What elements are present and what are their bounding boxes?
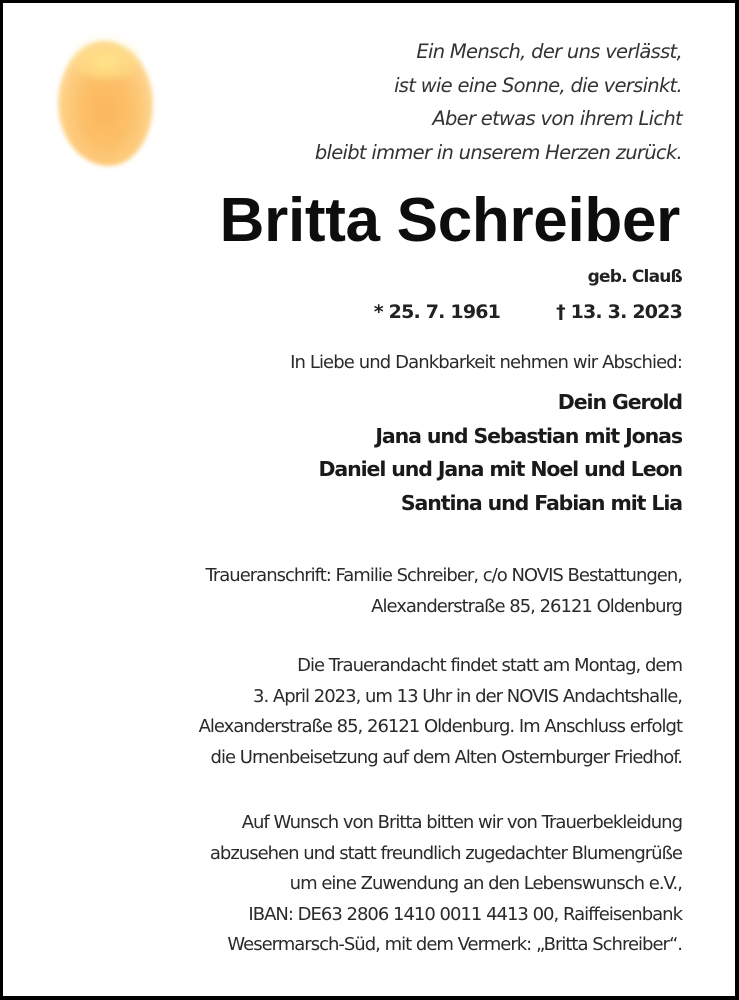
service-line: 3. April 2023, um 13 Uhr in der NOVIS Andachtshalle, [253, 685, 682, 707]
quote-line: Aber etwas von ihrem Licht [432, 107, 682, 130]
birth-date: * 25. 7. 1961 [373, 301, 501, 323]
address-line: Traueranschrift: Familie Schreiber, c/o NOVIS Bestattungen, [205, 565, 682, 586]
death-date: † 13. 3. 2023 [556, 301, 682, 323]
obituary-notice [3, 3, 735, 996]
deceased-name: Britta Schreiber [219, 186, 680, 255]
donation-line: Wesermarsch-Süd, mit dem Vermerk: „Britta Schreiber“. [227, 934, 682, 955]
memorial-quote [315, 35, 682, 169]
family-member: Dein Gerold [557, 390, 682, 414]
donation-line: Auf Wunsch von Britta bitten wir von Trauerbekleidung [241, 812, 682, 833]
family-list [318, 386, 682, 520]
family-member: Daniel und Jana mit Noel und Leon [318, 457, 682, 481]
quote-line: ist wie eine Sonne, die versinkt. [394, 73, 682, 97]
donation-line: abzusehen und statt freundlich zugedachter Blumengrüße [209, 842, 682, 864]
service-line: die Urnenbeisetzung auf dem Alten Osternburger Friedhof. [210, 746, 682, 768]
address-line: Alexanderstraße 85, 26121 Oldenburg [371, 595, 682, 617]
farewell-intro: In Liebe und Dankbarkeit nehmen wir Abschied: [290, 352, 682, 373]
donation-request [210, 808, 682, 961]
life-dates [374, 298, 682, 326]
family-member: Jana und Sebastian mit Jonas [375, 423, 682, 448]
mourning-address [206, 561, 683, 622]
quote-line: Ein Mensch, der uns verlässt, [416, 40, 682, 63]
sun-watercolor-icon [58, 41, 153, 166]
maiden-name: geb. Clauß [587, 267, 682, 287]
service-line: Alexanderstraße 85, 26121 Oldenburg. Im Anschluss erfolgt [198, 716, 682, 737]
service-info [199, 651, 682, 773]
service-line: Die Trauerandacht findet statt am Montag, dem [297, 655, 682, 676]
quote-line: bleibt immer in unserem Herzen zurück. [314, 140, 682, 164]
donation-line: um eine Zuwendung an den Lebenswunsch e.V., [289, 873, 682, 894]
donation-iban-line: IBAN: DE63 2806 1410 0011 4413 00, Raiffeisenbank [248, 903, 682, 925]
family-member: Santina und Fabian mit Lia [400, 490, 682, 515]
